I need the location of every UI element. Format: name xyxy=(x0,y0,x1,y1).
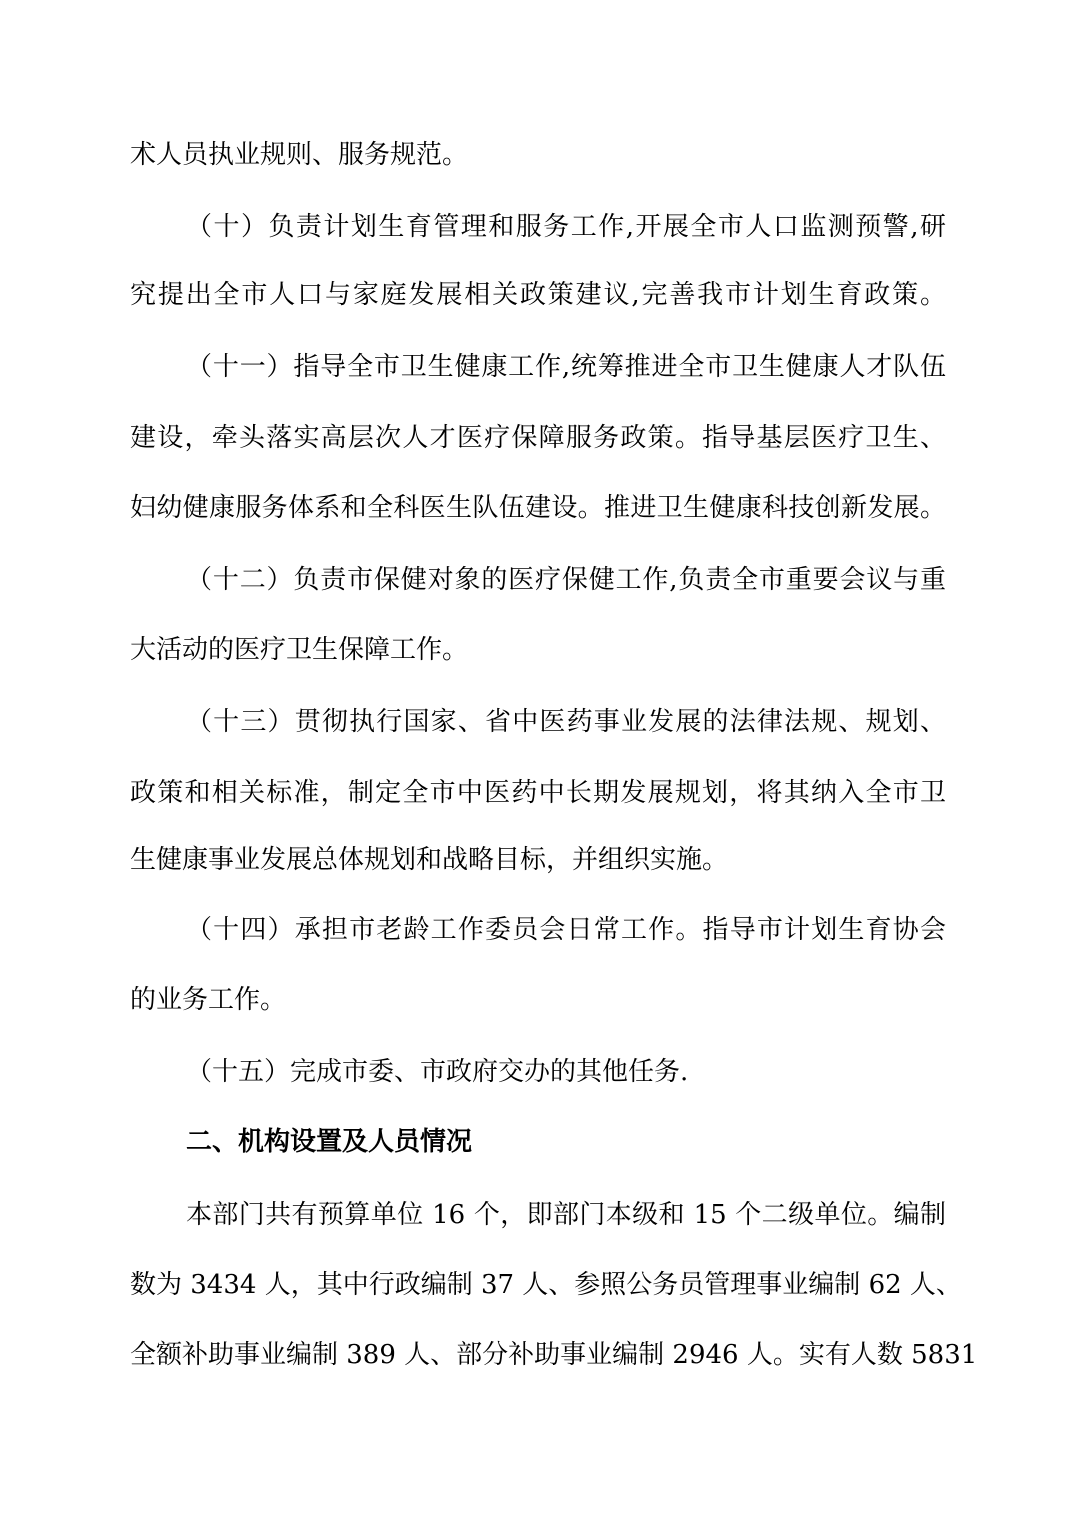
paragraph-line: （十二）负责市保健对象的医疗保健工作,负责全市重要会议与重 xyxy=(186,565,946,595)
paragraph-line: 数为 3434 人，其中行政编制 37 人、参照公务员管理事业编制 62 人、 xyxy=(130,1270,962,1300)
paragraph-line: （十四）承担市老龄工作委员会日常工作。指导市计划生育协会 xyxy=(186,915,946,945)
paragraph-line: 建设，牵头落实高层次人才医疗保障服务政策。指导基层医疗卫生、 xyxy=(130,423,946,453)
paragraph-line: 大活动的医疗卫生保障工作。 xyxy=(130,635,469,665)
paragraph-line: 妇幼健康服务体系和全科医生队伍建设。推进卫生健康科技创新发展。 xyxy=(130,493,946,523)
paragraph-line: （十五）完成市委、市政府交办的其他任务. xyxy=(186,1057,689,1087)
paragraph-line: 生健康事业发展总体规划和战略目标，并组织实施。 xyxy=(130,845,729,875)
paragraph-line: （十）负责计划生育管理和服务工作,开展全市人口监测预警,研 xyxy=(186,212,946,242)
paragraph-line: 政策和相关标准，制定全市中医药中长期发展规划，将其纳入全市卫 xyxy=(130,778,946,808)
paragraph-line: 本部门共有预算单位 16 个，即部门本级和 15 个二级单位。编制 xyxy=(186,1200,946,1230)
paragraph-line: （十三）贯彻执行国家、省中医药事业发展的法律法规、规划、 xyxy=(186,707,946,737)
paragraph-line: 究提出全市人口与家庭发展相关政策建议,完善我市计划生育政策。 xyxy=(130,280,946,310)
paragraph-line: （十一）指导全市卫生健康工作,统筹推进全市卫生健康人才队伍 xyxy=(186,352,946,382)
paragraph-line: 术人员执业规则、服务规范。 xyxy=(130,140,469,170)
paragraph-line: 的业务工作。 xyxy=(130,985,287,1015)
section-heading: 二、机构设置及人员情况 xyxy=(186,1127,473,1157)
paragraph-line: 全额补助事业编制 389 人、部分补助事业编制 2946 人。实有人数 5831 xyxy=(130,1340,978,1370)
